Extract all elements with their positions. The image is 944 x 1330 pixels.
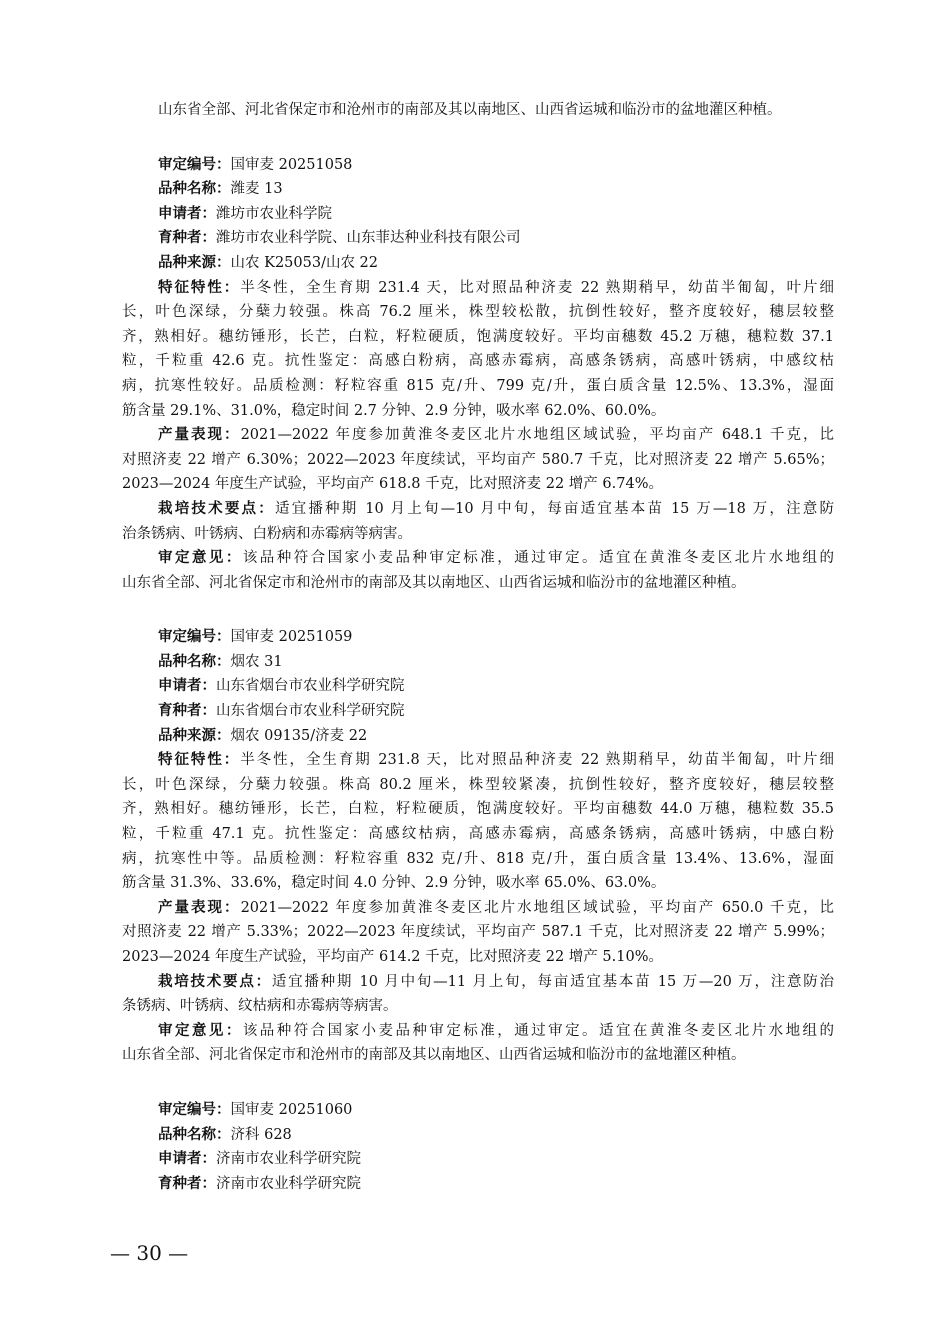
paragraph-label: 审定意见： [158, 549, 243, 567]
field-value: 潍麦 13 [230, 181, 283, 198]
field-value: 山东省烟台市农业科学研究院 [216, 703, 405, 720]
description-paragraph [122, 896, 834, 970]
field-value: 潍坊市农业科学院 [216, 205, 332, 222]
field-label: 品种名称： [158, 652, 231, 670]
entry-gap [122, 1068, 834, 1098]
paragraph-line [122, 797, 834, 822]
continuation-paragraph [122, 98, 834, 123]
paragraph-line [122, 1019, 834, 1044]
field-label: 申请者： [158, 1150, 216, 1168]
description-paragraph [122, 748, 834, 896]
description-paragraph [122, 276, 834, 424]
paragraph-text: 2021—2022 年度参加黄淮冬麦区北片水地组区域试验，平均亩产 650.0 千克，比 [240, 899, 834, 916]
field-value: 潍坊市农业科学院、山东菲达种业科技有限公司 [216, 230, 521, 247]
paragraph-text: 山东省全部、河北省保定市和沧州市的南部及其以南地区、山西省运城和临汾市的盆地灌区种植。 [122, 574, 746, 591]
paragraph-line [122, 896, 834, 921]
paragraph-text: 2021—2022 年度参加黄淮冬麦区北片水地组区域试验，平均亩产 648.1 千克，比 [240, 427, 834, 444]
field-row [122, 1123, 834, 1148]
field-row [122, 153, 834, 178]
paragraph-line [122, 773, 834, 798]
paragraph-text: 长，叶色深绿，分蘖力较强。株高 76.2 厘米，株型较松散，抗倒性较好，整齐度较好，穗层较整 [122, 304, 834, 321]
paragraph-text: 病，抗寒性中等。品质检测：籽粒容重 832 克/升、818 克/升，蛋白质含量 13.4%、13.6%，湿面 [122, 850, 834, 867]
paragraph-text: 治条锈病、叶锈病、白粉病和赤霉病等病害。 [122, 525, 412, 542]
paragraph-text: 2023—2024 年度生产试验，平均亩产 618.8 千克，比对照济麦 22 增产 6.74%。 [122, 476, 663, 493]
paragraph-line [122, 472, 834, 497]
field-label: 审定编号： [158, 155, 231, 173]
field-label: 申请者： [158, 204, 216, 222]
paragraph-line [122, 522, 834, 547]
paragraph-text: 山东省全部、河北省保定市和沧州市的南部及其以南地区、山西省运城和临汾市的盆地灌区种植。 [122, 1047, 746, 1064]
field-value: 国审麦 20251058 [230, 156, 353, 173]
paragraph-line [122, 1043, 834, 1068]
field-label: 品种来源： [158, 726, 231, 744]
paragraph-text: 对照济麦 22 增产 6.30%；2022—2023 年度续试，平均亩产 580.7 千克，比对照济麦 22 增产 5.65%； [122, 451, 834, 468]
field-row [122, 202, 834, 227]
paragraph-text: 半冬性，全生育期 231.4 天，比对照品种济麦 22 熟期稍早，幼苗半匍匐，叶片细 [240, 279, 834, 296]
paragraph-text: 齐，熟相好。穗纺锤形，长芒，白粒，籽粒硬质，饱满度较好。平均亩穗数 45.2 万穗，穗粒数 37.1 [122, 328, 834, 345]
field-row [122, 1147, 834, 1172]
paragraph-line [122, 970, 834, 995]
field-value: 济南市农业科学研究院 [216, 1151, 361, 1168]
paragraph-line [122, 98, 834, 123]
description-paragraph [122, 1019, 834, 1068]
paragraph-label: 特征特性： [158, 278, 241, 296]
field-label: 审定编号： [158, 1100, 231, 1118]
field-value: 烟农 31 [230, 653, 283, 670]
field-row [122, 226, 834, 251]
paragraph-line [122, 546, 834, 571]
paragraph-text: 适宜播种期 10 月中旬—11 月上旬，每亩适宜基本苗 15 万—20 万，注意防治 [271, 973, 834, 990]
paragraph-line [122, 748, 834, 773]
variety-entry [122, 153, 834, 596]
field-label: 申请者： [158, 677, 216, 695]
paragraph-line [122, 994, 834, 1019]
paragraph-line [122, 822, 834, 847]
paragraph-text: 病，抗寒性较好。品质检测：籽粒容重 815 克/升、799 克/升，蛋白质含量 12.5%、13.3%，湿面 [122, 377, 834, 394]
entry-gap [122, 595, 834, 625]
field-value: 山农 K25053/山农 22 [230, 254, 379, 271]
paragraph-text: 长，叶色深绿，分蘖力较强。株高 80.2 厘米，株型较紧凑，抗倒性较好，整齐度较好，穗层较整 [122, 776, 834, 793]
field-value: 烟农 09135/济麦 22 [230, 727, 368, 744]
paragraph-line [122, 423, 834, 448]
paragraph-line [122, 871, 834, 896]
paragraph-label: 栽培技术要点： [158, 972, 272, 990]
field-label: 品种名称： [158, 180, 231, 198]
paragraph-line [122, 325, 834, 350]
paragraph-text: 条锈病、叶锈病、纹枯病和赤霉病等病害。 [122, 998, 398, 1015]
paragraph-text: 该品种符合国家小麦品种审定标准，通过审定。适宜在黄淮冬麦区北片水地组的 [242, 550, 834, 567]
field-label: 审定编号： [158, 628, 231, 646]
field-row [122, 625, 834, 650]
paragraph-text: 2023—2024 年度生产试验，平均亩产 614.2 千克，比对照济麦 22 增产 5.10%。 [122, 949, 663, 965]
paragraph-line [122, 300, 834, 325]
paragraph-text: 筋含量 31.3%、33.6%，稳定时间 4.0 分钟、2.9 分钟，吸水率 65.0%、63.0%。 [122, 875, 666, 892]
paragraph-line [122, 276, 834, 301]
paragraph-text: 半冬性，全生育期 231.8 天，比对照品种济麦 22 熟期稍早，幼苗半匍匐，叶片细 [240, 752, 834, 769]
paragraph-text: 山东省全部、河北省保定市和沧州市的南部及其以南地区、山西省运城和临汾市的盆地灌区种植。 [158, 102, 782, 118]
description-paragraph [122, 423, 834, 497]
description-paragraph [122, 970, 834, 1019]
field-row [122, 699, 834, 724]
paragraph-text: 对照济麦 22 增产 5.33%；2022—2023 年度续试，平均亩产 587.1 千克，比对照济麦 22 增产 5.99%； [122, 924, 834, 941]
field-row [122, 251, 834, 276]
paragraph-line [122, 448, 834, 473]
field-label: 育种者： [158, 1174, 216, 1192]
entry-gap [122, 123, 834, 153]
field-value: 济科 628 [230, 1126, 292, 1143]
field-row [122, 177, 834, 202]
paragraph-text: 粒，千粒重 47.1 克。抗性鉴定：高感纹枯病，高感赤霉病，高感条锈病，高感叶锈病，中感白粉 [122, 826, 834, 843]
field-row [122, 724, 834, 749]
paragraph-text: 粒，千粒重 42.6 克。抗性鉴定：高感白粉病，高感赤霉病，高感条锈病，高感叶锈病，中感纹枯 [122, 353, 834, 370]
paragraph-text: 适宜播种期 10 月上旬—10 月中旬，每亩适宜基本苗 15 万—18 万，注意防 [274, 500, 834, 517]
paragraph-label: 栽培技术要点： [158, 499, 275, 517]
paragraph-line [122, 349, 834, 374]
field-label: 品种来源： [158, 253, 231, 271]
field-label: 育种者： [158, 702, 216, 720]
paragraph-text: 筋含量 29.1%、31.0%，稳定时间 2.7 分钟、2.9 分钟，吸水率 62.0%、60.0%。 [122, 402, 666, 419]
paragraph-line [122, 847, 834, 872]
paragraph-line [122, 920, 834, 945]
description-paragraph [122, 546, 834, 595]
paragraph-label: 审定意见： [158, 1021, 243, 1039]
paragraph-label: 产量表现： [158, 426, 241, 444]
paragraph-text: 齐，熟相好。穗纺锤形，长芒，白粒，籽粒硬质，饱满度较好。平均亩穗数 44.0 万穗，穗粒数 35.5 [122, 801, 834, 818]
paragraph-line [122, 945, 834, 970]
variety-entry [122, 625, 834, 1068]
paragraph-label: 产量表现： [158, 898, 241, 916]
field-row [122, 1098, 834, 1123]
field-value: 济南市农业科学研究院 [216, 1175, 361, 1192]
field-row [122, 1172, 834, 1197]
field-row [122, 650, 834, 675]
document-body [122, 98, 834, 1196]
variety-entry [122, 1098, 834, 1196]
paragraph-text: 该品种符合国家小麦品种审定标准，通过审定。适宜在黄淮冬麦区北片水地组的 [242, 1022, 834, 1039]
field-value: 国审麦 20251060 [230, 1101, 353, 1118]
field-label: 育种者： [158, 229, 216, 247]
field-value: 国审麦 20251059 [230, 629, 353, 646]
paragraph-line [122, 571, 834, 596]
paragraph-line [122, 497, 834, 522]
paragraph-line [122, 374, 834, 399]
page-number: — 30 — [110, 1241, 189, 1265]
field-label: 品种名称： [158, 1125, 231, 1143]
paragraph-label: 特征特性： [158, 751, 241, 769]
description-paragraph [122, 497, 834, 546]
paragraph-line [122, 399, 834, 424]
field-value: 山东省烟台市农业科学研究院 [216, 678, 405, 695]
field-row [122, 674, 834, 699]
